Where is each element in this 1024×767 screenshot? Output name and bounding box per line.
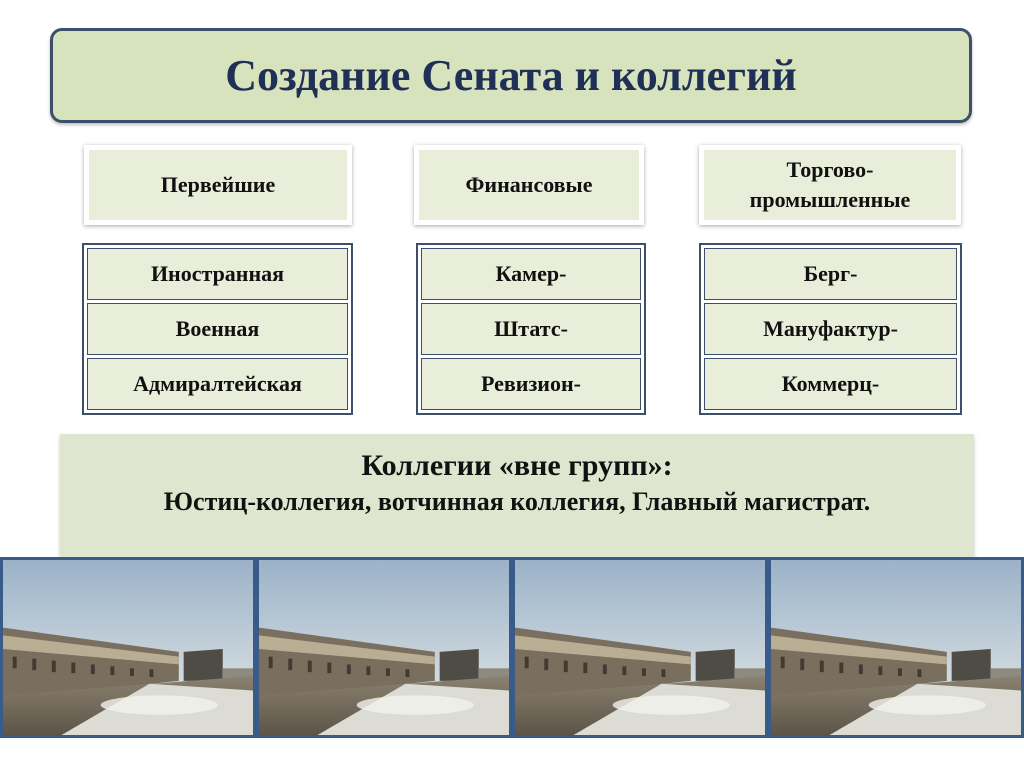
collegium-item: Берг- [704,248,957,300]
title-box [50,28,972,123]
collegium-item: Адмиралтейская [87,358,348,410]
collegium-item: Ревизион- [421,358,641,410]
group-header-financial [414,145,644,225]
group-list-financial [416,243,646,415]
outside-groups-heading: Коллегии «вне групп»: [361,449,673,482]
image-strip [0,557,1024,738]
collegium-item: Коммерц- [704,358,957,410]
group-label: Финансовые [465,172,593,197]
collegia-building-engraving [256,557,512,738]
group-label: Торгово- промышленные [749,157,911,212]
collegia-building-engraving [768,557,1024,738]
collegium-item: Военная [87,303,348,355]
collegium-item: Мануфактур- [704,303,957,355]
collegium-item: Камер- [421,248,641,300]
collegia-building-engraving [512,557,768,738]
group-header-trade-industrial [699,145,961,225]
slide-title: Создание Сената и коллегий [225,51,797,100]
collegium-item: Иностранная [87,248,348,300]
collegium-item: Штатс- [421,303,641,355]
outside-groups-text: Юстиц-коллегия, вотчинная коллегия, Главный магистрат. [163,487,871,516]
outside-groups-box [60,434,974,560]
collegia-building-engraving [0,557,256,738]
group-label: Первейшие [160,172,276,197]
group-header-first [84,145,352,225]
group-list-first [82,243,353,415]
group-list-trade-industrial [699,243,962,415]
